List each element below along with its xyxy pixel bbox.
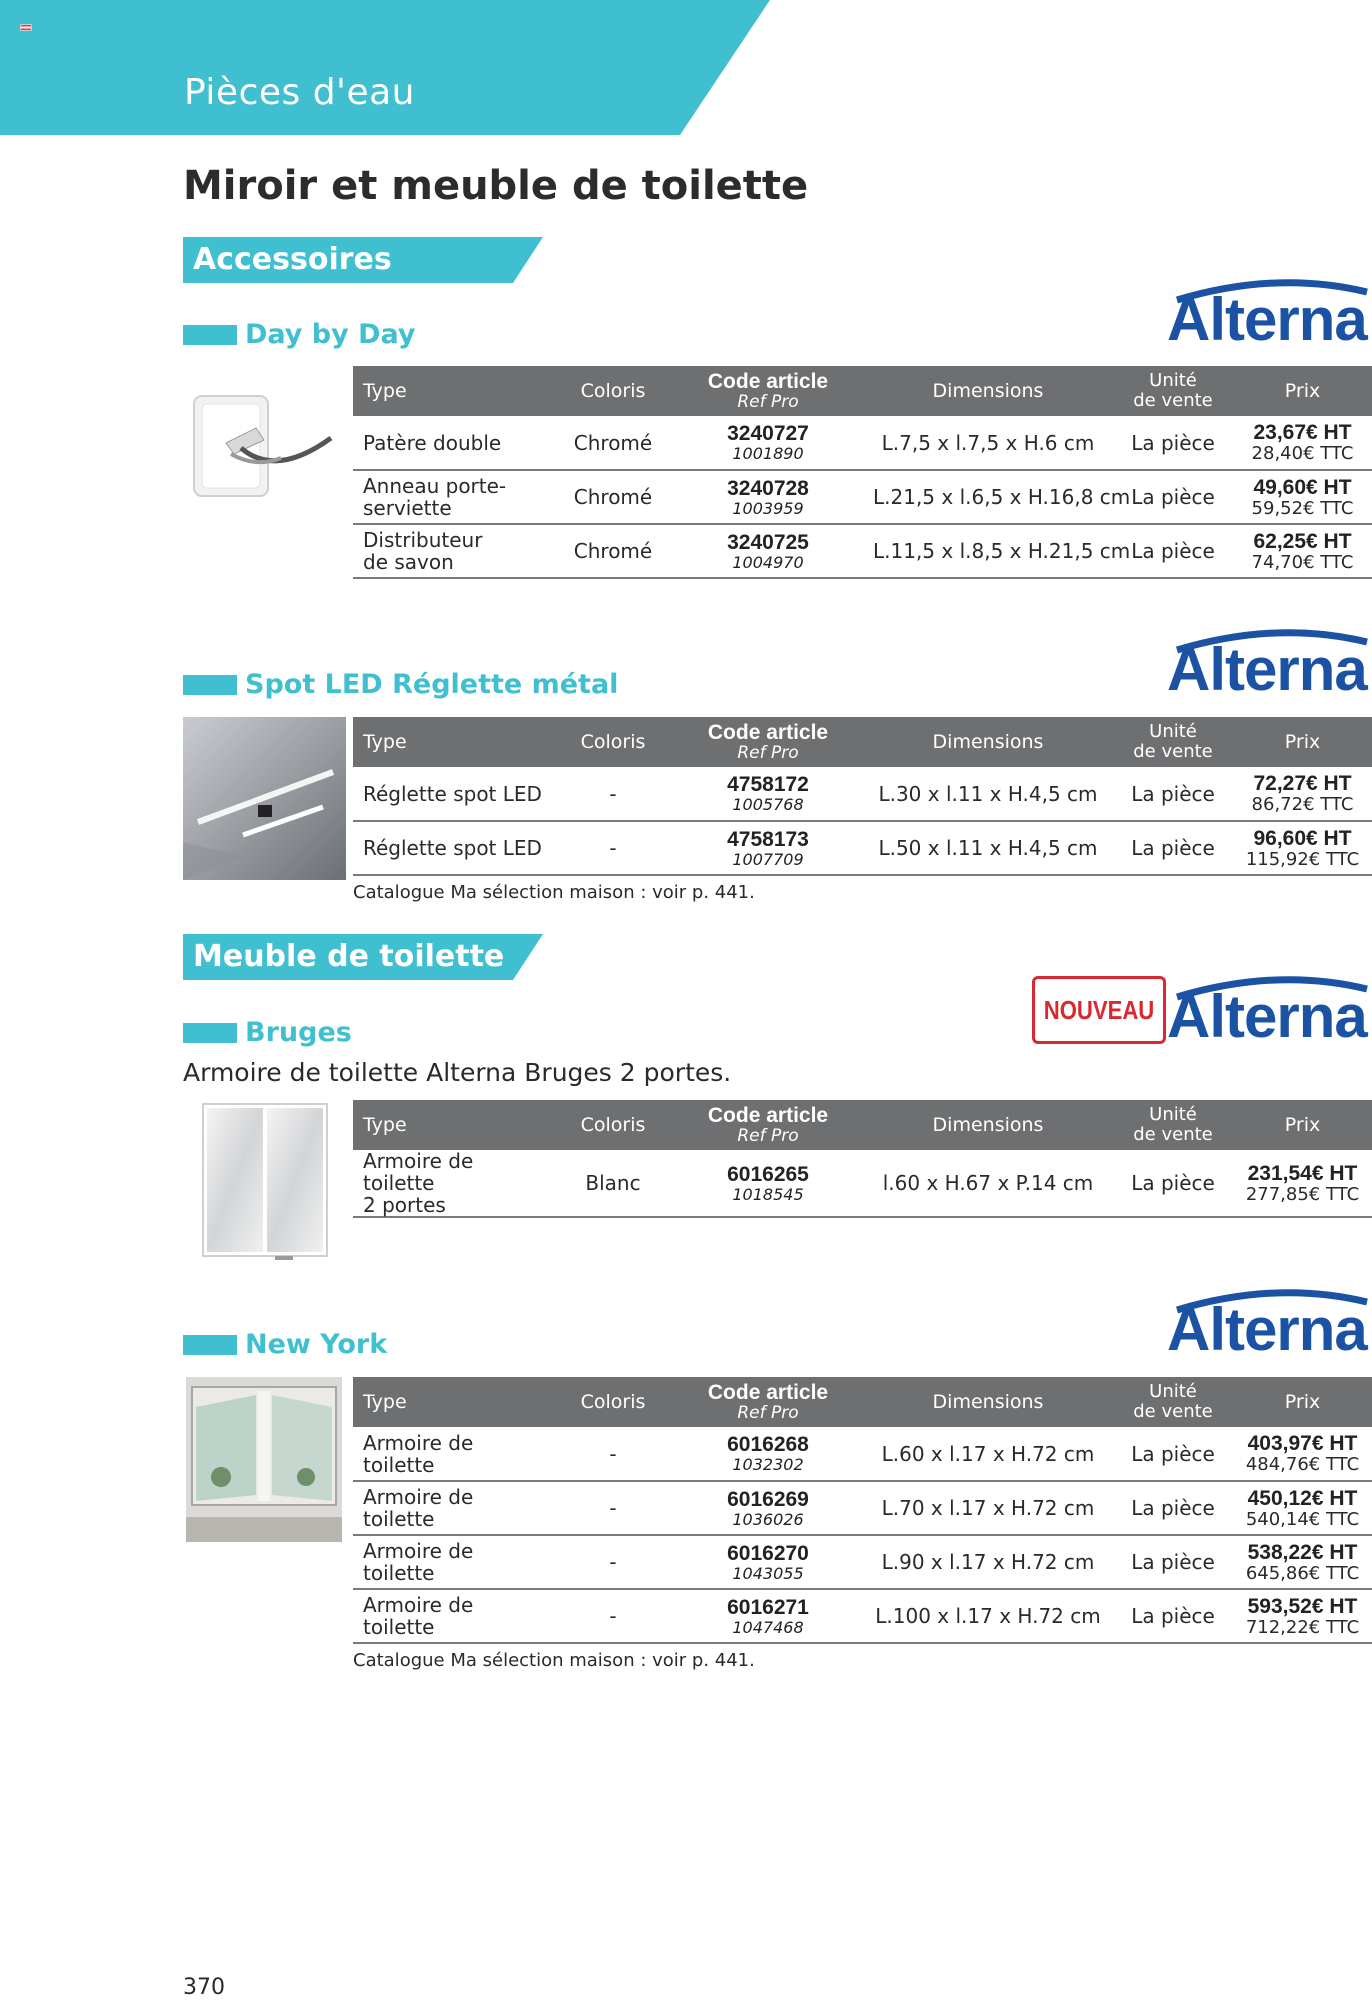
cell-dimensions: l.60 x H.67 x P.14 cm <box>863 1150 1113 1217</box>
subheading-day-by-day <box>183 319 416 350</box>
cell-code-article: 6016269 <box>727 1487 809 1511</box>
table-header <box>353 366 1372 416</box>
cell-price-ht: 231,54€ HT <box>1247 1161 1358 1185</box>
cell-coloris: Chromé <box>553 470 673 524</box>
header-unit-l1: Unité <box>1149 370 1197 392</box>
cell-price-ht: 593,52€ HT <box>1247 1594 1358 1618</box>
cell-price <box>1233 1481 1372 1535</box>
product-image-spot-led <box>183 717 346 880</box>
product-image-bruges <box>195 1100 335 1265</box>
header-code <box>673 1377 863 1427</box>
header-code-main: Code article <box>707 721 829 744</box>
cell-code <box>673 1427 863 1481</box>
alterna-logo-text: Alterna <box>1167 983 1367 1050</box>
cell-ref-pro: 1018545 <box>732 1184 804 1204</box>
cell-price-ttc: 712,22€ TTC <box>1245 1616 1360 1638</box>
category-meuble-label: Meuble de toilette <box>193 939 505 974</box>
subheading-spot-led-label: Spot LED Réglette métal <box>245 669 619 700</box>
cell-dimensions: L.21,5 x l.6,5 x H.16,8 cm <box>863 470 1113 524</box>
table-new-york <box>353 1377 1372 1644</box>
product-description: Armoire de toilette Alterna Bruges 2 portes. <box>183 1058 732 1087</box>
cell-coloris: - <box>553 767 673 821</box>
header-type: Type <box>353 366 553 416</box>
header-unit-l1: Unité <box>1149 721 1197 743</box>
cell-code-article: 6016270 <box>727 1541 809 1565</box>
cell-price-ttc: 115,92€ TTC <box>1245 848 1360 870</box>
cell-price-ttc: 645,86€ TTC <box>1245 1562 1360 1584</box>
footnote: Catalogue Ma sélection maison : voir p. 441. <box>353 1650 755 1671</box>
cell-coloris: - <box>553 1535 673 1589</box>
section-title: Pièces d'eau <box>184 72 415 113</box>
cell-unit: La pièce <box>1113 416 1233 470</box>
cell-unit: La pièce <box>1113 1150 1233 1217</box>
table-body <box>353 767 1372 875</box>
header-unit <box>1113 366 1233 416</box>
subheading-spot-led <box>183 669 618 700</box>
cell-price-ttc: 86,72€ TTC <box>1251 794 1354 815</box>
cell-code-article: 3240728 <box>727 476 809 500</box>
header-dimensions: Dimensions <box>863 1100 1113 1150</box>
table-row <box>353 1589 1372 1643</box>
cell-unit: La pièce <box>1113 767 1233 821</box>
header-type: Type <box>353 717 553 767</box>
cell-dimensions: L.60 x l.17 x H.72 cm <box>863 1427 1113 1481</box>
new-badge-label: NOUVEAU <box>1043 994 1155 1025</box>
header-unit <box>1113 1100 1233 1150</box>
cell-type-line1: Armoire de toilette <box>363 1485 474 1531</box>
cell-type <box>353 1481 553 1535</box>
table-header <box>353 1377 1372 1427</box>
header-code <box>673 366 863 416</box>
cell-type <box>353 1150 553 1217</box>
bathroom-cabinet-icon <box>186 1377 342 1542</box>
header-price: Prix <box>1233 1100 1372 1150</box>
table-bruges <box>353 1100 1372 1218</box>
table-row <box>353 1481 1372 1535</box>
header-unit-l2: de vente <box>1133 741 1213 762</box>
cell-price <box>1233 1150 1372 1217</box>
double-hook-icon <box>186 388 344 508</box>
cell-ref-pro: 1047468 <box>732 1617 804 1637</box>
cell-price <box>1233 416 1372 470</box>
cell-type <box>353 1535 553 1589</box>
cell-dimensions: L.30 x l.11 x H.4,5 cm <box>863 767 1113 821</box>
cell-price-ht: 62,25€ HT <box>1253 529 1352 553</box>
header-unit-l2: de vente <box>1133 1401 1213 1422</box>
table-body <box>353 1150 1372 1217</box>
table-body <box>353 416 1372 578</box>
subheading-marker <box>183 1023 237 1043</box>
cell-price <box>1233 1427 1372 1481</box>
header-price: Prix <box>1233 366 1372 416</box>
cell-ref-pro: 1003959 <box>732 498 804 518</box>
header-unit-l2: de vente <box>1133 1124 1213 1145</box>
cell-type <box>353 416 553 470</box>
header-price: Prix <box>1233 1377 1372 1427</box>
cell-price <box>1233 1589 1372 1643</box>
cell-type-line1: Réglette spot LED <box>363 836 542 860</box>
cell-price-ttc: 74,70€ TTC <box>1251 551 1354 573</box>
table-spot-led <box>353 717 1372 876</box>
cell-price-ht: 538,22€ HT <box>1247 1540 1358 1564</box>
header-dimensions: Dimensions <box>863 366 1113 416</box>
cell-unit: La pièce <box>1113 1427 1233 1481</box>
cell-code <box>673 470 863 524</box>
cell-type <box>353 1427 553 1481</box>
cell-unit: La pièce <box>1113 1535 1233 1589</box>
alterna-logo <box>1167 628 1372 703</box>
header-coloris: Coloris <box>553 1377 673 1427</box>
header-banner <box>0 0 770 135</box>
cell-price <box>1233 767 1372 821</box>
header-coloris: Coloris <box>553 717 673 767</box>
cell-price-ttc: 28,40€ TTC <box>1251 443 1354 464</box>
subheading-marker <box>183 325 237 345</box>
subheading-day-by-day-label: Day by Day <box>245 319 416 350</box>
cell-code <box>673 1481 863 1535</box>
cell-type-line2: de savon <box>363 550 454 574</box>
cell-code-article: 6016265 <box>727 1162 809 1186</box>
subheading-marker <box>183 1335 237 1355</box>
header-code-main: Code article <box>707 1381 829 1404</box>
header-unit-l1: Unité <box>1149 1104 1197 1126</box>
cell-price-ttc: 540,14€ TTC <box>1245 1508 1360 1530</box>
cell-code <box>673 1535 863 1589</box>
table-row <box>353 1150 1372 1217</box>
cell-dimensions: L.100 x l.17 x H.72 cm <box>863 1589 1113 1643</box>
cell-unit: La pièce <box>1113 1481 1233 1535</box>
header-code <box>673 1100 863 1150</box>
header-code <box>673 717 863 767</box>
cell-type-line1: Patère double <box>363 430 502 455</box>
cell-code-article: 6016268 <box>727 1433 809 1456</box>
cell-ref-pro: 1007709 <box>732 849 804 869</box>
table-row <box>353 524 1372 578</box>
header-unit-l1: Unité <box>1149 1381 1197 1403</box>
header-price: Prix <box>1233 717 1372 767</box>
cell-price <box>1233 470 1372 524</box>
alterna-logo <box>1167 278 1372 353</box>
header-type: Type <box>353 1100 553 1150</box>
cell-dimensions: L.7,5 x l.7,5 x H.6 cm <box>863 416 1113 470</box>
new-badge <box>1032 976 1166 1044</box>
cell-type <box>353 1589 553 1643</box>
header-code-sub: Ref Pro <box>737 1126 799 1146</box>
cell-price <box>1233 821 1372 875</box>
cell-dimensions: L.90 x l.17 x H.72 cm <box>863 1535 1113 1589</box>
product-image-day-by-day <box>186 388 344 508</box>
cell-ref-pro: 1001890 <box>732 444 804 463</box>
alterna-logo <box>1167 1288 1372 1363</box>
subheading-new-york-label: New York <box>245 1329 388 1360</box>
cell-coloris: - <box>553 821 673 875</box>
header-code-main: Code article <box>707 1104 829 1127</box>
page-number: 370 <box>183 1975 225 2000</box>
cell-coloris: - <box>553 1427 673 1481</box>
cell-price <box>1233 524 1372 578</box>
header-unit <box>1113 717 1233 767</box>
category-meuble <box>183 934 543 980</box>
cell-code-article: 4758172 <box>727 773 809 796</box>
cell-ref-pro: 1036026 <box>732 1509 804 1529</box>
cell-dimensions: L.70 x l.17 x H.72 cm <box>863 1481 1113 1535</box>
category-accessoires <box>183 237 543 283</box>
cell-type <box>353 524 553 578</box>
subheading-bruges-label: Bruges <box>245 1017 352 1048</box>
cell-price-ht: 96,60€ HT <box>1253 826 1352 850</box>
cell-type-line1: Anneau porte- <box>363 474 507 498</box>
header-coloris: Coloris <box>553 366 673 416</box>
cell-price <box>1233 1535 1372 1589</box>
cell-price-ttc: 277,85€ TTC <box>1245 1183 1360 1205</box>
flag-icon <box>20 24 32 31</box>
cell-code <box>673 1589 863 1643</box>
cell-unit: La pièce <box>1113 821 1233 875</box>
cell-coloris: Blanc <box>553 1150 673 1217</box>
header-code-sub: Ref Pro <box>737 1403 799 1423</box>
cell-ref-pro: 1032302 <box>732 1455 804 1474</box>
footnote: Catalogue Ma sélection maison : voir p. 441. <box>353 882 755 903</box>
cell-dimensions: L.50 x l.11 x H.4,5 cm <box>863 821 1113 875</box>
header-dimensions: Dimensions <box>863 717 1113 767</box>
cell-price-ht: 450,12€ HT <box>1247 1486 1358 1510</box>
cell-price-ht: 72,27€ HT <box>1253 772 1352 795</box>
table-row <box>353 821 1372 875</box>
table-row <box>353 416 1372 470</box>
header-unit-l2: de vente <box>1133 390 1213 411</box>
cell-price-ttc: 59,52€ TTC <box>1251 497 1354 519</box>
table-row <box>353 1535 1372 1589</box>
cell-ref-pro: 1004970 <box>732 552 804 572</box>
table-body <box>353 1427 1372 1643</box>
header-unit <box>1113 1377 1233 1427</box>
header-code-sub: Ref Pro <box>737 743 799 763</box>
cell-type-line2: serviette <box>363 496 452 520</box>
table-row <box>353 1427 1372 1481</box>
product-image-new-york <box>186 1377 342 1542</box>
cell-ref-pro: 1043055 <box>732 1563 804 1583</box>
cell-coloris: Chromé <box>553 524 673 578</box>
subheading-marker <box>183 675 237 695</box>
alterna-logo-text: Alterna <box>1167 286 1367 353</box>
cell-code <box>673 821 863 875</box>
cell-type-line1: Armoire de toilette <box>363 1430 474 1477</box>
table-row <box>353 767 1372 821</box>
table-day-by-day <box>353 366 1372 579</box>
table-header <box>353 1100 1372 1150</box>
cell-dimensions: L.11,5 x l.8,5 x H.21,5 cm <box>863 524 1113 578</box>
header-banner-shape <box>0 0 770 135</box>
subheading-bruges <box>183 1017 352 1048</box>
category-accessoires-label: Accessoires <box>193 242 392 277</box>
cell-price-ht: 403,97€ HT <box>1247 1432 1358 1455</box>
cell-unit: La pièce <box>1113 470 1233 524</box>
cell-ref-pro: 1005768 <box>732 795 804 814</box>
cell-unit: La pièce <box>1113 524 1233 578</box>
cell-type-line1: Réglette spot LED <box>363 781 542 806</box>
cell-type-line1: Distributeur <box>363 528 483 552</box>
header-dimensions: Dimensions <box>863 1377 1113 1427</box>
cell-code <box>673 767 863 821</box>
cell-price-ttc: 484,76€ TTC <box>1245 1454 1360 1475</box>
subheading-new-york <box>183 1329 387 1360</box>
cell-type-line1: Armoire de toilette <box>363 1593 474 1639</box>
cell-type <box>353 821 553 875</box>
cell-code-article: 6016271 <box>727 1595 809 1619</box>
cell-price-ht: 49,60€ HT <box>1253 475 1352 499</box>
cell-code-article: 3240727 <box>727 422 809 445</box>
page-title: Miroir et meuble de toilette <box>183 163 809 209</box>
cell-code <box>673 524 863 578</box>
alterna-logo-text: Alterna <box>1167 1296 1367 1363</box>
cell-coloris: - <box>553 1589 673 1643</box>
cell-code-article: 4758173 <box>727 827 809 851</box>
cell-type <box>353 767 553 821</box>
header-coloris: Coloris <box>553 1100 673 1150</box>
cell-coloris: - <box>553 1481 673 1535</box>
cell-type-line1: Armoire de toilette <box>363 1539 474 1585</box>
cell-code <box>673 1150 863 1217</box>
alterna-logo <box>1167 975 1372 1050</box>
table-header <box>353 717 1372 767</box>
header-code-sub: Ref Pro <box>737 392 799 412</box>
led-strip-icon <box>183 717 346 880</box>
table-row <box>353 470 1372 524</box>
alterna-logo-text: Alterna <box>1167 636 1367 703</box>
mirror-cabinet-icon <box>195 1100 335 1265</box>
header-type: Type <box>353 1377 553 1427</box>
cell-code <box>673 416 863 470</box>
cell-coloris: Chromé <box>553 416 673 470</box>
cell-code-article: 3240725 <box>727 530 809 554</box>
cell-type-line1: Armoire de toilette <box>363 1149 474 1195</box>
cell-price-ht: 23,67€ HT <box>1253 421 1352 444</box>
cell-unit: La pièce <box>1113 1589 1233 1643</box>
cell-type-line2: 2 portes <box>363 1193 446 1217</box>
header-code-main: Code article <box>707 370 829 393</box>
cell-type <box>353 470 553 524</box>
